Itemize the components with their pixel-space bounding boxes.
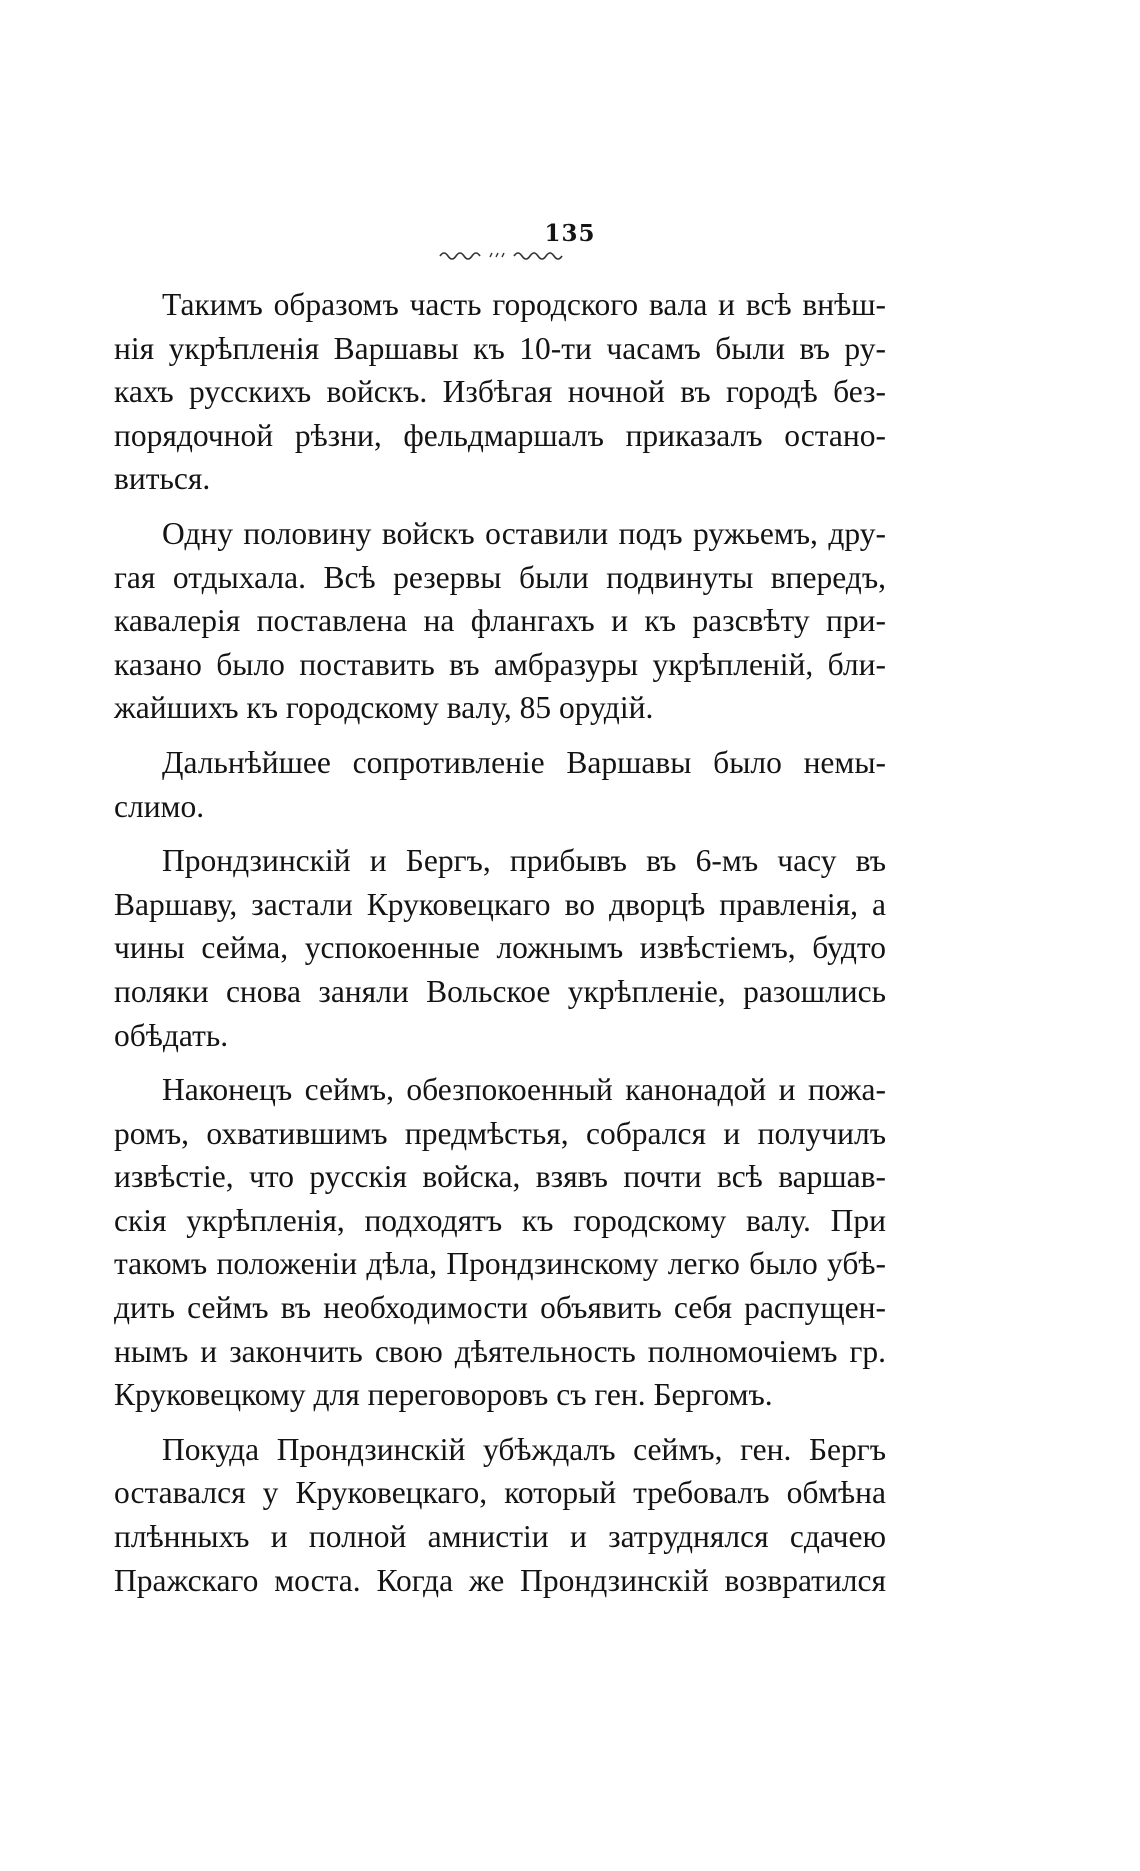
text-line: Наконецъ сеймъ, обезпокоенный канонадой и пожа- — [162, 1072, 886, 1108]
text-line: Прондзинскій и Бергъ, прибывъ въ 6-мъ часу въ — [162, 843, 886, 879]
text-line: скія укрѣпленія, подходятъ къ городскому валу. При — [114, 1202, 886, 1238]
text-line: чины сейма, успокоенные ложнымъ извѣстіемъ, будто — [114, 930, 886, 966]
paragraph-2 — [114, 512, 886, 730]
text-line: Варшаву, застали Круковецкаго во дворцѣ правленія, а — [114, 886, 886, 922]
text-line: такомъ положеніи дѣла, Прондзинскому легко было убѣ- — [114, 1246, 886, 1282]
text-line: Покуда Прондзинскій убѣждалъ сеймъ, ген. Бергъ — [162, 1431, 886, 1467]
text-line: кавалерія поставлена на флангахъ и къ разсвѣту при- — [114, 603, 886, 639]
paragraph-5 — [114, 1068, 886, 1417]
text-line: нымъ и закончить свою дѣятельность полномочіемъ гр. — [114, 1333, 886, 1369]
text-line: Круковецкому для переговоровъ съ ген. Бергомъ. — [114, 1377, 773, 1413]
text-line: Такимъ образомъ часть городского вала и всѣ внѣш- — [162, 287, 886, 322]
text-line: порядочной рѣзни, фельдмаршалъ приказалъ остано- — [114, 417, 886, 453]
wavy-ornament-icon — [438, 248, 564, 262]
text-line: Пражскаго моста. Когда же Прондзинскій возвратился — [114, 1562, 886, 1598]
text-line: гая отдыхала. Всѣ резервы были подвинуты впередъ, — [114, 559, 886, 595]
text-line: ромъ, охватившимъ предмѣстья, собрался и получилъ — [114, 1115, 886, 1151]
text-line: поляки снова заняли Вольское укрѣпленіе, разошлись — [114, 973, 886, 1009]
paragraph-4 — [114, 839, 886, 1057]
paragraph-6 — [114, 1428, 886, 1602]
text-line: плѣнныхъ и полной амнистіи и затруднялся сдачею — [114, 1519, 886, 1555]
text-line: дить сеймъ въ необходимости объявить себя распущен- — [114, 1290, 886, 1326]
text-line: виться. — [114, 461, 211, 497]
text-line: оставался у Круковецкаго, который требовалъ обмѣна — [114, 1475, 886, 1511]
text-line: обѣдать. — [114, 1017, 229, 1053]
body-text — [114, 283, 886, 1613]
text-line: нія укрѣпленія Варшавы къ 10-ти часамъ были въ ру- — [114, 330, 886, 366]
text-line: Дальнѣйшее сопротивленіе Варшавы было немы- — [162, 744, 886, 780]
text-line: жайшихъ къ городскому валу, 85 орудій. — [114, 690, 654, 726]
text-line: кахъ русскихъ войскъ. Избѣгая ночной въ городѣ без- — [114, 374, 886, 410]
page-number: 135 — [544, 220, 596, 247]
text-line: слимо. — [114, 788, 205, 824]
text-line: казано было поставить въ амбразуры укрѣпленій, бли- — [114, 646, 886, 682]
paragraph-1 — [114, 283, 886, 501]
text-line: Одну половину войскъ оставили подъ ружьемъ, дру- — [162, 515, 886, 551]
paragraph-3 — [114, 741, 886, 828]
text-line: извѣстіе, что русскія войска, взявъ почти всѣ варшав- — [114, 1159, 886, 1195]
